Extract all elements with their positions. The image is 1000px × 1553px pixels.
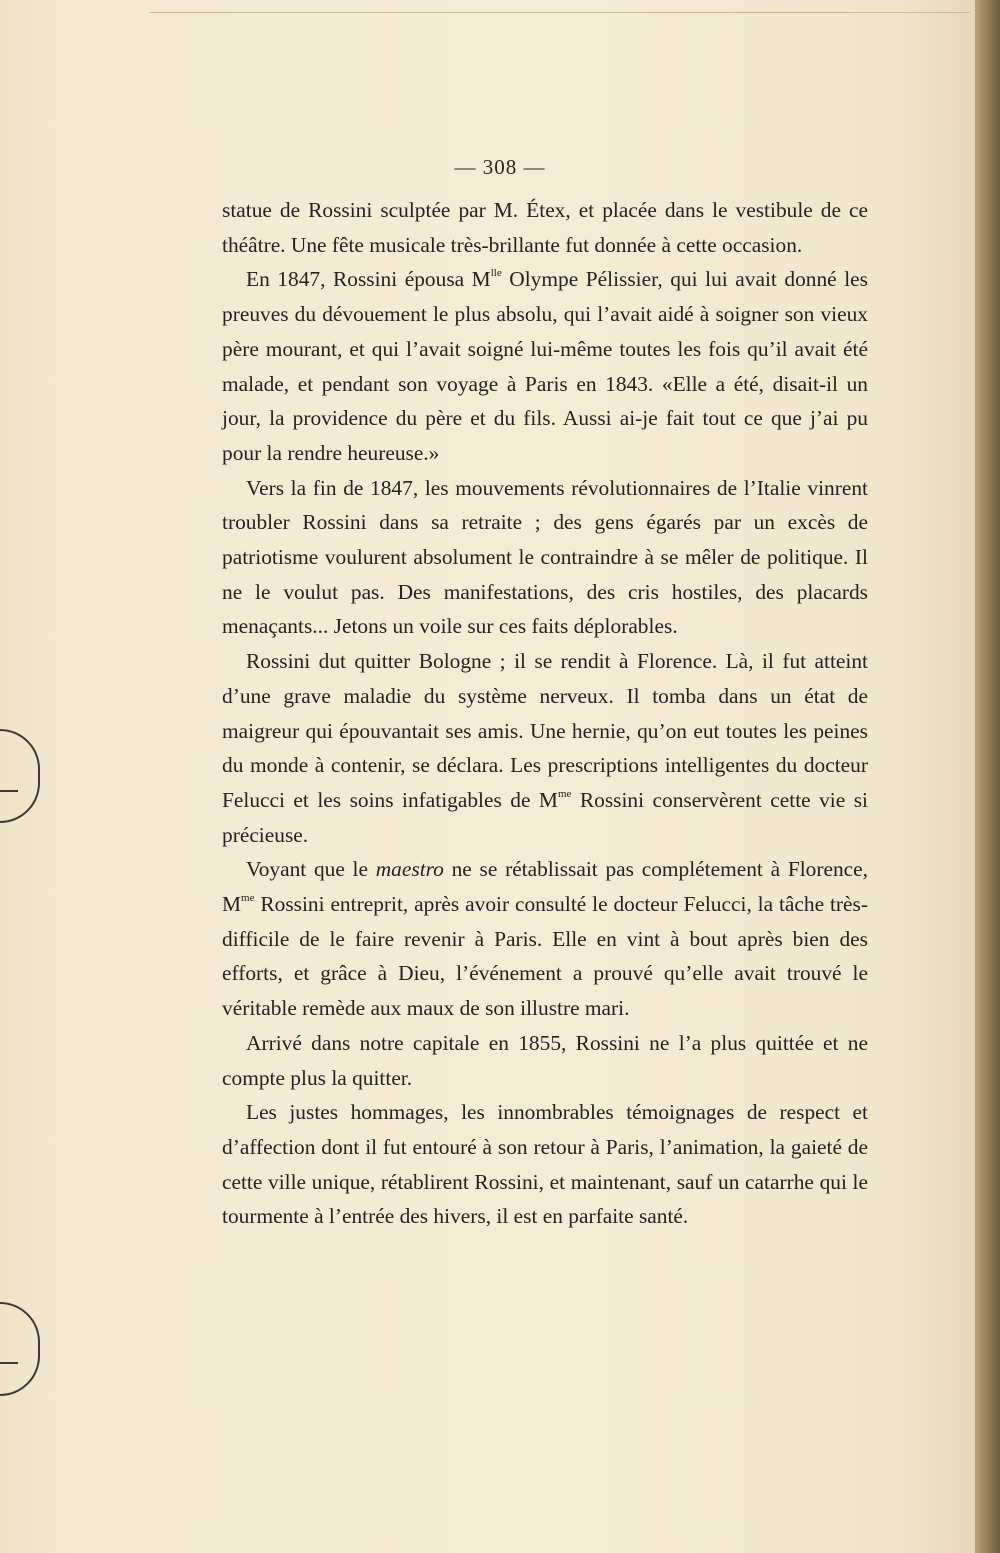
binding-clip-upper-tick (0, 790, 18, 792)
body-text (222, 193, 868, 1234)
paragraph: En 1847, Rossini épousa $M^{lle}$ Olympe Pélissier, qui lui avait donné les preuves du dévouement le plus absolu, qui l’avait aidé à soigner son vieux père mourant, et qui l’avait soigné lui-même toutes les fois qu’il avait été malade, et pendant son voyage à Paris en 1843. «Elle a été, disait-il un jour, la providence du père et du fils. Aussi ai-je fait tout ce que j’ai pu pour la rendre heureuse.» (222, 267, 868, 465)
top-rule (150, 12, 970, 13)
superscript: lle (490, 267, 502, 280)
paragraph: Rossini dut quitter Bologne ; il se rendit à Florence. Là, il fut atteint d’une grave maladie du système nerveux. Il tomba dans un état de maigreur qui épouvantait ses amis. Une hernie, qu’on eut toutes les peines du monde à contenir, se déclara. Les prescriptions intelligentes du docteur Felucci et les soins infatigables de $M^{me}$ Rossini conservèrent cette vie si précieuse. (222, 649, 868, 847)
page-number: — 308 — (454, 155, 546, 179)
paragraph: Vers la fin de 1847, les mouvements révolutionnaires de l’Italie vinrent troubler Rossini dans sa retraite ; des gens égarés par un excès de patriotisme voulurent absolument le contraindre à se mêler de politique. Il ne le voulut pas. Des manifestations, des cris hostiles, des placards menaçants... Jetons un voile sur ces faits déplorables. (222, 475, 868, 639)
binding-clip-lower-tick (0, 1362, 18, 1364)
superscript: me (557, 787, 572, 800)
paragraph: Voyant que le maestro ne se rétablissait pas complétement à Florence, $M^{me}$ Rossini entreprit, après avoir consulté le docteur Felucci, la tâche très-difficile de le faire revenir à Paris. Elle en vint à bout après bien des efforts, et grâce à Dieu, l’événement a prouvé qu’elle avait trouvé le véritable remède aux maux de son illustre mari. (222, 857, 869, 1021)
paragraph: Arrivé dans notre capitale en 1855, Rossini ne l’a plus quittée et ne compte plus la quitter. (222, 1030, 868, 1090)
italic-text: maestro (375, 857, 444, 882)
paragraph: statue de Rossini sculptée par M. Étex, et placée dans le vestibule de ce théâtre. Une fête musicale très-brillante fut donnée à cette occasion. (222, 198, 868, 257)
page-edge (975, 0, 1000, 1553)
superscript: me (241, 891, 255, 904)
paragraph: Les justes hommages, les innombrables témoignages de respect et d’affection dont il fut entouré à son retour à Paris, l’animation, la gaieté de cette ville unique, rétablirent Rossini, et maintenant, sauf un catarrhe qui le tourmente à l’entrée des hivers, il est en parfaite santé. (222, 1100, 868, 1229)
